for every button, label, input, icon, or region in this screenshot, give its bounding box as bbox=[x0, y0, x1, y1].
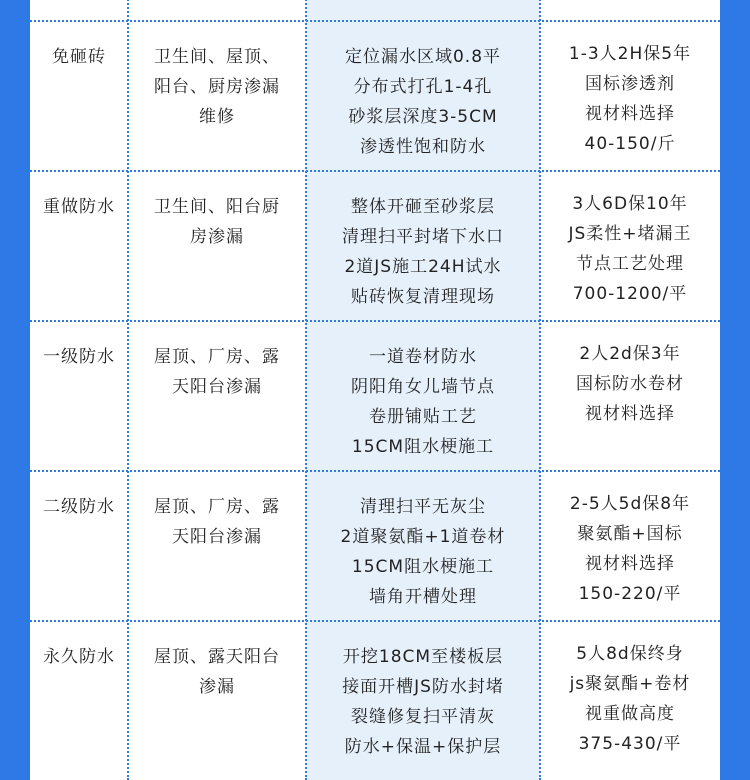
row-divider bbox=[30, 620, 720, 622]
spec-cell-line: 国标防水卷材 bbox=[576, 374, 684, 394]
spec-cell-line: 聚氨酯+国标 bbox=[577, 524, 683, 544]
spec-cell-line: 150-220/平 bbox=[578, 584, 682, 604]
process-cell-line: 墙角开槽处理 bbox=[369, 587, 477, 607]
spec-cell bbox=[540, 489, 720, 609]
spec-cell bbox=[540, 39, 720, 159]
spec-cell-line: 视材料选择 bbox=[585, 404, 675, 424]
scope-cell-line: 房渗漏 bbox=[190, 227, 244, 247]
scope-cell bbox=[128, 192, 306, 252]
process-cell-line: 15CM阻水梗施工 bbox=[351, 437, 495, 457]
process-cell-line: 15CM阻水梗施工 bbox=[351, 557, 495, 577]
scope-cell-line: 天阳台渗漏 bbox=[172, 377, 262, 397]
row-divider bbox=[30, 470, 720, 472]
spec-cell-line: 视材料选择 bbox=[585, 104, 675, 124]
row-divider bbox=[30, 170, 720, 172]
scope-cell-line: 天阳台渗漏 bbox=[172, 527, 262, 547]
column-divider bbox=[127, 0, 129, 780]
spec-cell-line: 视材料选择 bbox=[585, 554, 675, 574]
process-cell-line: 分布式打孔1-4孔 bbox=[353, 77, 493, 97]
scope-cell-line: 维修 bbox=[199, 107, 235, 127]
row-divider bbox=[30, 20, 720, 22]
process-cell-line: 2道聚氨酯+1道卷材 bbox=[340, 527, 506, 547]
process-cell-line: 贴砖恢复清理现场 bbox=[351, 287, 495, 307]
scope-cell bbox=[128, 342, 306, 402]
process-cell-line: 清理扫平无灰尘 bbox=[360, 497, 486, 517]
process-cell-line: 清理扫平封堵下水口 bbox=[342, 227, 504, 247]
process-cell-line: 阴阳角女儿墙节点 bbox=[351, 377, 495, 397]
process-cell-line: 接面开槽JS防水封堵 bbox=[342, 677, 504, 697]
spec-cell-line: 节点工艺处理 bbox=[576, 254, 684, 274]
process-cell-line: 一道卷材防水 bbox=[369, 347, 477, 367]
process-cell-line: 卷册铺贴工艺 bbox=[369, 407, 477, 427]
process-cell-line: 防水+保温+保护层 bbox=[344, 737, 502, 757]
spec-cell-line: 2人2d保3年 bbox=[579, 344, 681, 364]
table-row bbox=[30, 322, 720, 470]
scope-cell bbox=[128, 642, 306, 702]
column-divider bbox=[539, 0, 541, 780]
process-cell-line: 整体开砸至砂浆层 bbox=[351, 197, 495, 217]
spec-cell-line: 700-1200/平 bbox=[572, 284, 688, 304]
process-cell bbox=[306, 642, 540, 762]
scope-cell-line: 阳台、厨房渗漏 bbox=[154, 77, 280, 97]
process-cell-line: 砂浆层深度3-5CM bbox=[348, 107, 498, 127]
service-name: 一级防水 bbox=[43, 347, 115, 367]
spec-cell-line: 视重做高度 bbox=[585, 704, 675, 724]
scope-cell-line: 屋顶、露天阳台 bbox=[154, 647, 280, 667]
scope-cell bbox=[128, 492, 306, 552]
table-row bbox=[30, 622, 720, 770]
process-cell-line: 渗透性饱和防水 bbox=[360, 137, 486, 157]
spec-cell-line: 3人6D保10年 bbox=[572, 194, 688, 214]
service-name: 免砸砖 bbox=[52, 47, 106, 67]
service-name-cell bbox=[30, 492, 128, 522]
table-row bbox=[30, 22, 720, 170]
spec-cell-line: 2-5人5d保8年 bbox=[569, 494, 691, 514]
spec-cell bbox=[540, 639, 720, 759]
spec-cell bbox=[540, 339, 720, 429]
spec-cell-line: 5人8d保终身 bbox=[576, 644, 684, 664]
scope-cell-line: 卫生间、屋顶、 bbox=[154, 47, 280, 67]
table-row bbox=[30, 472, 720, 620]
service-name: 永久防水 bbox=[43, 647, 115, 667]
spec-cell-line: JS柔性+堵漏王 bbox=[568, 224, 692, 244]
spec-cell-line: js聚氨酯+卷材 bbox=[569, 674, 691, 694]
row-divider bbox=[30, 320, 720, 322]
scope-cell-line: 屋顶、厂房、露 bbox=[154, 497, 280, 517]
process-cell bbox=[306, 342, 540, 462]
spec-cell-line: 40-150/斤 bbox=[584, 134, 676, 154]
service-name: 二级防水 bbox=[43, 497, 115, 517]
process-cell bbox=[306, 192, 540, 312]
scope-cell-line: 屋顶、厂房、露 bbox=[154, 347, 280, 367]
service-name-cell bbox=[30, 192, 128, 222]
spec-cell-line: 375-430/平 bbox=[578, 734, 682, 754]
scope-cell-line: 渗漏 bbox=[199, 677, 235, 697]
service-name-cell bbox=[30, 42, 128, 72]
service-name-cell bbox=[30, 342, 128, 372]
spec-cell-line: 国标渗透剂 bbox=[585, 74, 675, 94]
process-cell-line: 开挖18CM至楼板层 bbox=[342, 647, 504, 667]
process-cell-line: 定位漏水区域0.8平 bbox=[344, 47, 502, 67]
process-cell-line: 裂缝修复扫平清灰 bbox=[351, 707, 495, 727]
scope-cell-line: 卫生间、阳台厨 bbox=[154, 197, 280, 217]
spec-cell bbox=[540, 189, 720, 309]
price-table bbox=[30, 0, 720, 780]
service-name-cell bbox=[30, 642, 128, 672]
table-row bbox=[30, 172, 720, 320]
process-cell bbox=[306, 42, 540, 162]
process-cell bbox=[306, 492, 540, 612]
scope-cell bbox=[128, 42, 306, 132]
spec-cell-line: 1-3人2H保5年 bbox=[568, 44, 692, 64]
column-divider bbox=[305, 0, 307, 780]
service-name: 重做防水 bbox=[43, 197, 115, 217]
process-cell-line: 2道JS施工24H试水 bbox=[344, 257, 502, 277]
